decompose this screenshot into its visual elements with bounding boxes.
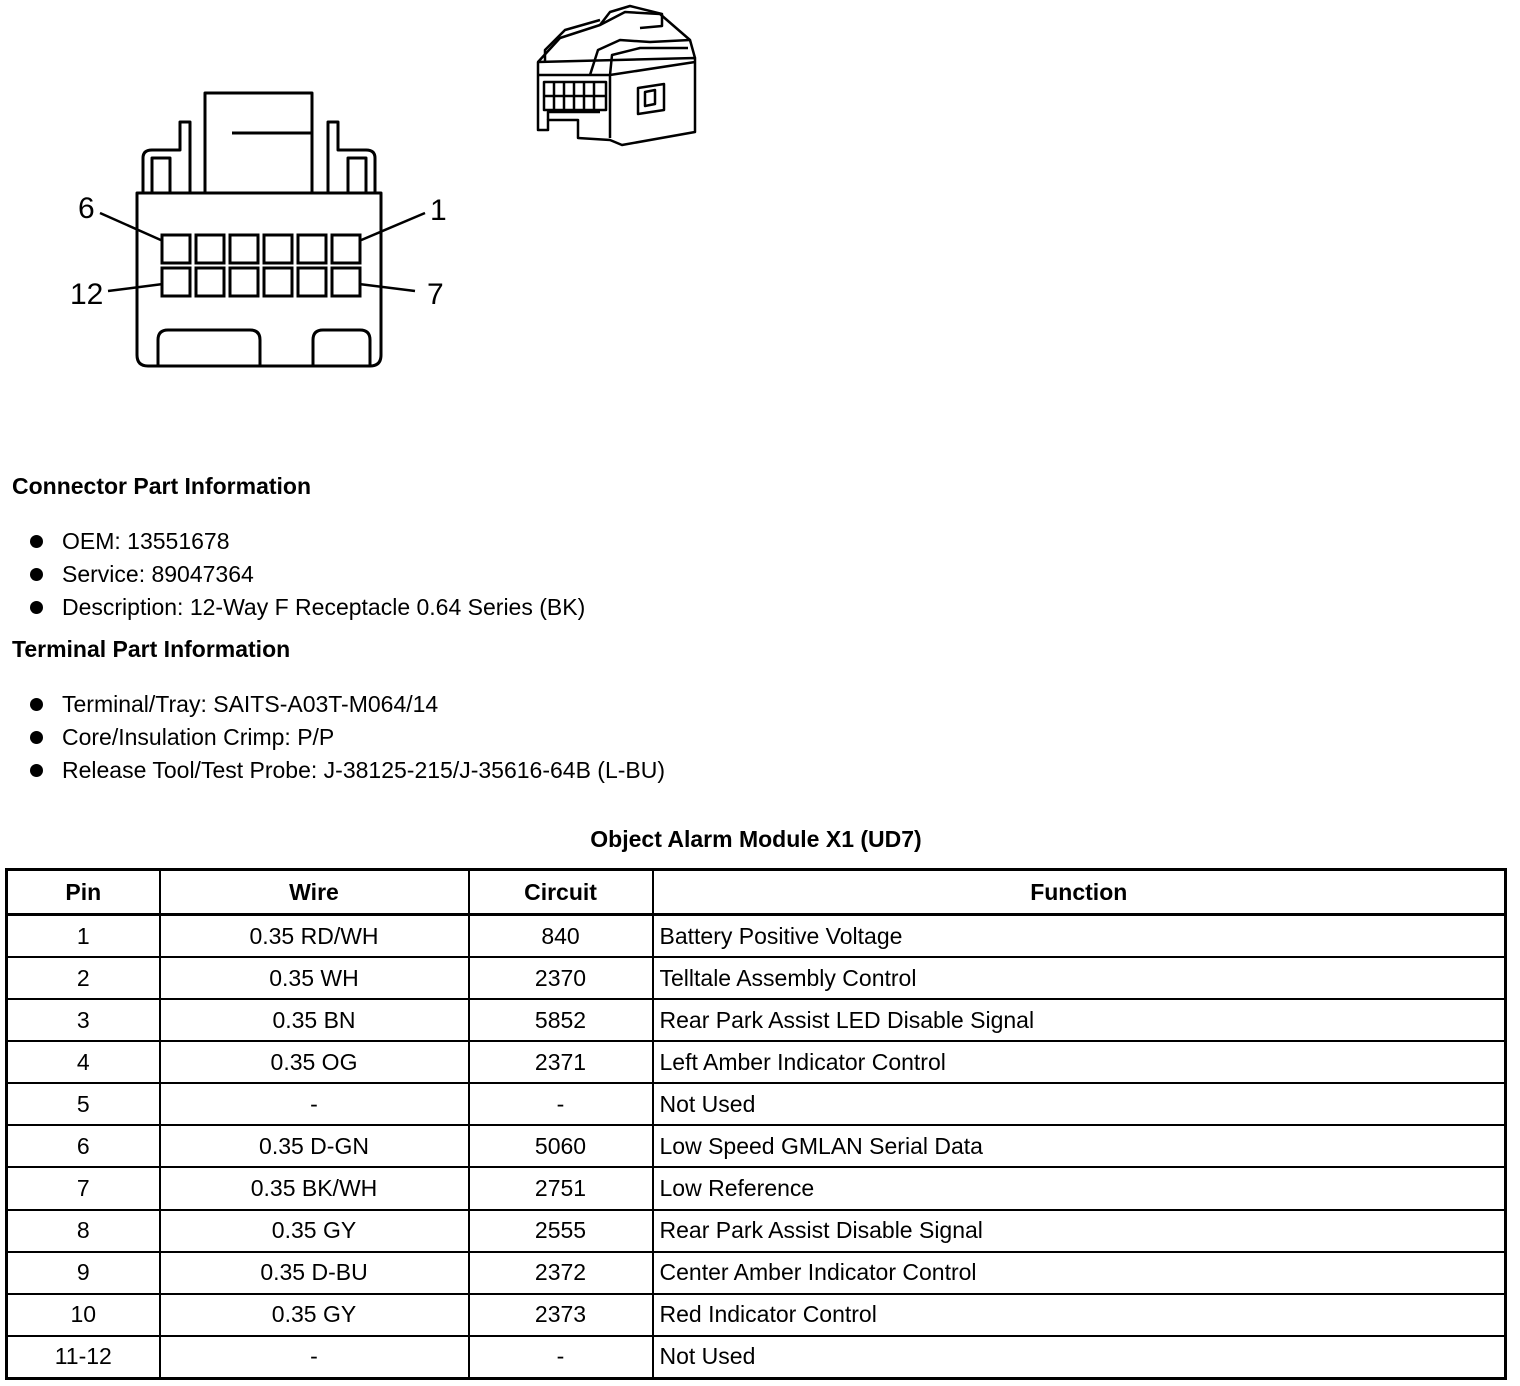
wire-cell: 0.35 GY [160, 1210, 469, 1252]
column-header-function: Function [653, 870, 1506, 915]
cavity-5 [196, 235, 224, 263]
cavity-2 [298, 235, 326, 263]
table-row [7, 1167, 1506, 1209]
pin-cell: 11-12 [7, 1336, 160, 1379]
wire-cell: 0.35 D-GN [160, 1125, 469, 1167]
bullet-icon [30, 698, 43, 711]
cavity-1 [332, 235, 360, 263]
pin-cell: 8 [7, 1210, 160, 1252]
circuit-cell: 5060 [469, 1125, 653, 1167]
table-row [7, 1210, 1506, 1252]
table-row [7, 1041, 1506, 1083]
function-cell: Low Reference [653, 1167, 1506, 1209]
list-item: Core/Insulation Crimp: P/P [30, 721, 665, 754]
column-header-circuit: Circuit [469, 870, 653, 915]
pin-cell: 2 [7, 957, 160, 999]
cavity-12 [162, 268, 190, 296]
pin-cell: 5 [7, 1083, 160, 1125]
connector-part-info-heading: Connector Part Information [12, 473, 312, 499]
pin-cell: 9 [7, 1252, 160, 1294]
wire-cell: 0.35 OG [160, 1041, 469, 1083]
circuit-cell: 2751 [469, 1167, 653, 1209]
connector-3d-view [538, 6, 695, 145]
column-header-wire: Wire [160, 870, 469, 915]
bullet-icon [30, 764, 43, 777]
list-item: Release Tool/Test Probe: J-38125-215/J-35616-64B (L-BU) [30, 754, 665, 787]
bullet-icon [30, 535, 43, 548]
circuit-cell: 2372 [469, 1252, 653, 1294]
function-cell: Low Speed GMLAN Serial Data [653, 1125, 1506, 1167]
pin-cell: 1 [7, 915, 160, 958]
pinout-table [5, 868, 1507, 1380]
pin-label-6: 6 [78, 192, 95, 225]
cavity-6 [162, 235, 190, 263]
cavity-11 [196, 268, 224, 296]
wire-cell: 0.35 RD/WH [160, 915, 469, 958]
pin-label-7: 7 [427, 278, 444, 311]
table-row [7, 1083, 1506, 1125]
table-row [7, 957, 1506, 999]
wire-cell: 0.35 BN [160, 999, 469, 1041]
circuit-cell: 2373 [469, 1294, 653, 1336]
pin-cell: 10 [7, 1294, 160, 1336]
terminal-part-info-list [30, 688, 665, 787]
connector-diagram [0, 0, 720, 400]
terminal-part-info-heading: Terminal Part Information [12, 636, 291, 662]
pin-cell: 4 [7, 1041, 160, 1083]
list-item: Terminal/Tray: SAITS-A03T-M064/14 [30, 688, 665, 721]
wire-cell: 0.35 D-BU [160, 1252, 469, 1294]
pin-cell: 6 [7, 1125, 160, 1167]
function-cell: Red Indicator Control [653, 1294, 1506, 1336]
list-item: Description: 12-Way F Receptacle 0.64 Series (BK) [30, 591, 585, 624]
table-row [7, 915, 1506, 958]
circuit-cell: 5852 [469, 999, 653, 1041]
wire-cell: - [160, 1336, 469, 1379]
connector-face-drawing [0, 0, 720, 400]
wire-cell: - [160, 1083, 469, 1125]
circuit-cell: 2555 [469, 1210, 653, 1252]
cavity-7 [332, 268, 360, 296]
table-title: Object Alarm Module X1 (UD7) [590, 826, 922, 852]
function-cell: Rear Park Assist LED Disable Signal [653, 999, 1506, 1041]
wire-cell: 0.35 BK/WH [160, 1167, 469, 1209]
bullet-icon [30, 731, 43, 744]
table-row [7, 999, 1506, 1041]
list-item: OEM: 13551678 [30, 525, 585, 558]
function-cell: Battery Positive Voltage [653, 915, 1506, 958]
cavity-8 [298, 268, 326, 296]
function-cell: Rear Park Assist Disable Signal [653, 1210, 1506, 1252]
list-item: Service: 89047364 [30, 558, 585, 591]
table-header-row [7, 870, 1506, 915]
pin-label-12: 12 [70, 278, 104, 311]
function-cell: Not Used [653, 1083, 1506, 1125]
wire-cell: 0.35 WH [160, 957, 469, 999]
cavity-3 [264, 235, 292, 263]
cavity-10 [230, 268, 258, 296]
cavity-4 [230, 235, 258, 263]
circuit-cell: 840 [469, 915, 653, 958]
bullet-icon [30, 568, 43, 581]
function-cell: Telltale Assembly Control [653, 957, 1506, 999]
table-row [7, 1252, 1506, 1294]
function-cell: Not Used [653, 1336, 1506, 1379]
table-row [7, 1125, 1506, 1167]
pin-label-1: 1 [430, 194, 447, 227]
table-row [7, 1294, 1506, 1336]
circuit-cell: - [469, 1083, 653, 1125]
circuit-cell: 2371 [469, 1041, 653, 1083]
wire-cell: 0.35 GY [160, 1294, 469, 1336]
bullet-icon [30, 601, 43, 614]
circuit-cell: 2370 [469, 957, 653, 999]
circuit-cell: - [469, 1336, 653, 1379]
table-row [7, 1336, 1506, 1379]
connector-part-info-list [30, 525, 585, 624]
function-cell: Left Amber Indicator Control [653, 1041, 1506, 1083]
column-header-pin: Pin [7, 870, 160, 915]
pin-cell: 3 [7, 999, 160, 1041]
pin-cell: 7 [7, 1167, 160, 1209]
cavity-9 [264, 268, 292, 296]
function-cell: Center Amber Indicator Control [653, 1252, 1506, 1294]
